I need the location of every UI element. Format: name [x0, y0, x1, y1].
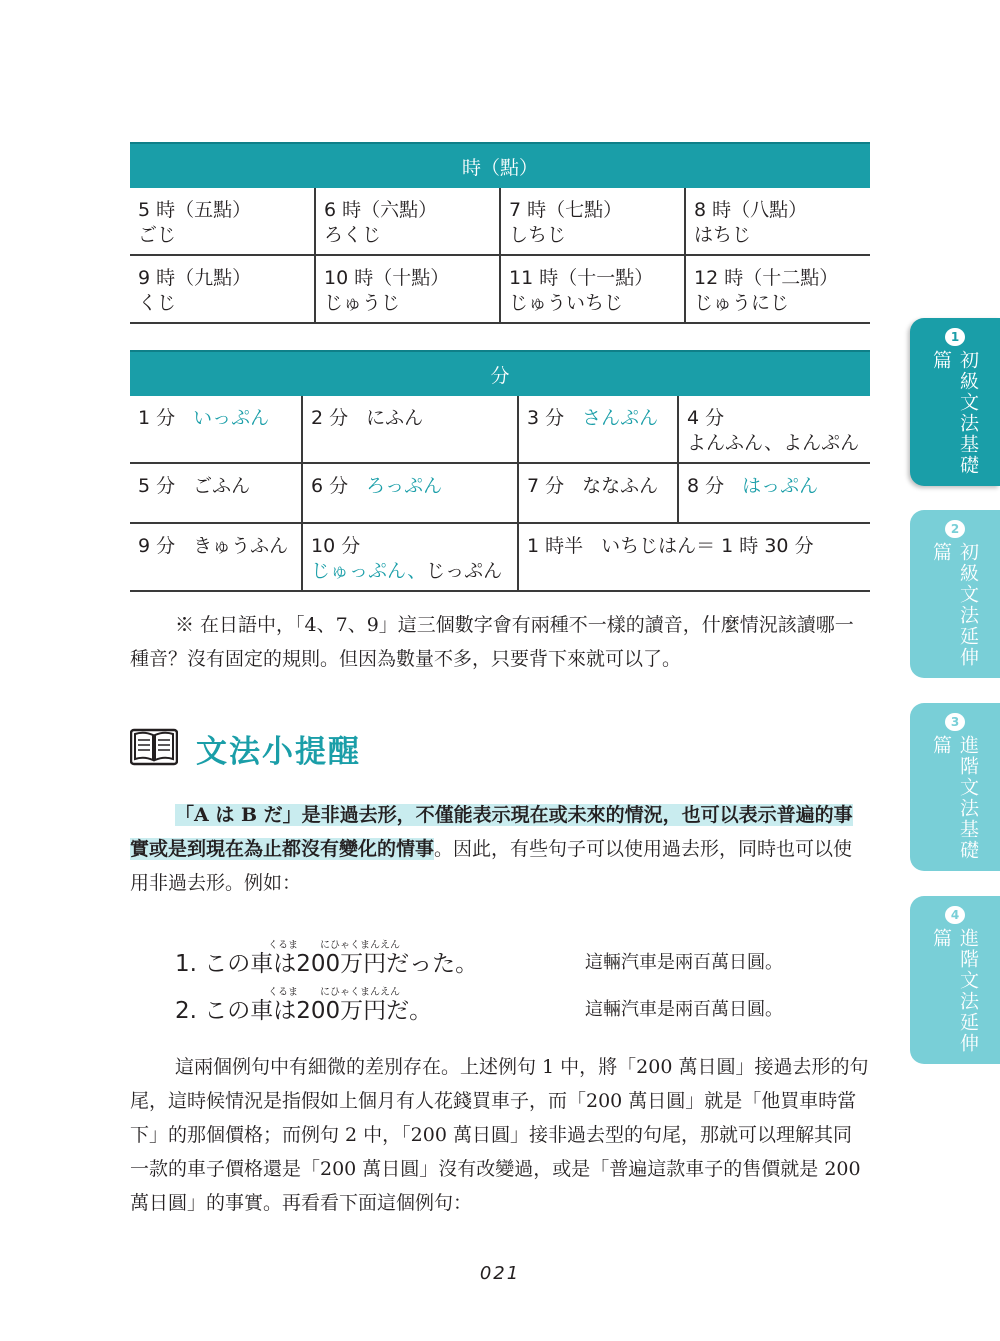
page-number: 021	[479, 1263, 521, 1284]
minute-label: 6 分	[311, 475, 349, 497]
minute-label: 10 分	[311, 535, 361, 557]
minute-reading: はっぷん	[742, 475, 819, 497]
tab-number-badge: 1	[945, 328, 965, 346]
side-tab-3[interactable]	[910, 703, 1000, 871]
hour-time: 11 時（十一點）	[509, 267, 654, 289]
minute-label: 5 分	[138, 475, 176, 497]
hour-time: 12 時（十二點）	[694, 267, 839, 289]
example-prefix: 1. この	[175, 951, 251, 977]
table-cell	[678, 396, 870, 463]
example-sentence-2	[175, 985, 875, 1025]
hour-time: 8 時（八點）	[694, 199, 808, 221]
hour-reading: じゅういちじ	[509, 292, 624, 314]
table-cell	[315, 188, 500, 255]
table-cell	[685, 255, 870, 323]
minute-reading: よんふん、よんぷん	[687, 432, 860, 454]
tab-label: 進階文法延伸篇	[930, 928, 979, 1055]
table-cell	[130, 463, 302, 523]
minute-reading: にふん	[366, 407, 424, 429]
minute-label: 9 分	[138, 535, 176, 557]
minute-reading: いっぷん	[193, 407, 270, 429]
table-cell	[130, 523, 302, 591]
table-cell	[130, 188, 315, 255]
table-row	[130, 396, 870, 463]
grammar-paragraph	[130, 798, 870, 900]
paragraph-text: 這兩個例句中有細微的差別存在。上述例句 1 中，將「200 萬日圓」接過去形的句尾，這時候情況是指假如上個月有人花錢買車子，而「200 萬日圓」就是「他買車時當下」的那個價格；而例句 2 中，「200 萬日圓」接非過去型的句尾，那就可以理解其同一款的車子價格還是「200 萬日圓」沒有改變過，或是「普遍這款車子的售價就是 200 萬日圓」的事實。再看看下面這個例句：	[130, 1056, 869, 1214]
furigana: にひゃくまんえん	[320, 987, 400, 998]
tab-label: 初級文法延伸篇	[930, 542, 979, 669]
half-hour-reading: いちじはん＝ 1 時 30 分	[601, 535, 814, 557]
hours-table-header: 時（點）	[130, 143, 870, 188]
minute-reading: さんぷん	[582, 407, 659, 429]
tab-label: 初級文法基礎篇	[930, 350, 979, 477]
table-cell	[130, 255, 315, 323]
table-row	[130, 523, 870, 591]
hour-time: 10 時（十點）	[324, 267, 450, 289]
paragraph-text: 。因此，有些句子可以使用過去形，同時也可以使用非過去形。例如：	[130, 838, 853, 894]
tab-number-badge: 4	[945, 906, 965, 924]
table-cell	[302, 523, 518, 591]
hour-time: 9 時（九點）	[138, 267, 252, 289]
hour-time: 5 時（五點）	[138, 199, 252, 221]
example-particle: は	[273, 951, 297, 977]
table-row	[130, 188, 870, 255]
example-kanji: 200万円	[296, 998, 387, 1024]
furigana: にひゃくまんえん	[320, 940, 400, 951]
table-cell	[685, 188, 870, 255]
example-particle: は	[273, 998, 297, 1024]
hour-reading: ごじ	[138, 224, 177, 246]
hour-reading: しちじ	[509, 224, 567, 246]
minute-reading: ごふん	[193, 475, 251, 497]
side-tab-1[interactable]	[910, 318, 1000, 486]
example-kanji: 車	[250, 951, 274, 977]
section-title: 文法小提醒	[196, 733, 361, 770]
table-cell	[500, 188, 685, 255]
table-row	[130, 463, 870, 523]
minutes-table	[130, 350, 870, 592]
tab-number-badge: 3	[945, 713, 965, 731]
minutes-table-header: 分	[130, 351, 870, 396]
minute-label: 2 分	[311, 407, 349, 429]
table-cell	[518, 523, 870, 591]
minute-reading: じゅっぷん、	[311, 560, 427, 582]
table-cell	[315, 255, 500, 323]
hours-table	[130, 142, 870, 324]
hour-time: 6 時（六點）	[324, 199, 438, 221]
example-sentence-1	[175, 938, 875, 978]
book-icon	[130, 726, 178, 770]
hour-reading: じゅうじ	[324, 292, 401, 314]
table-row	[130, 255, 870, 323]
minute-label: 1 分	[138, 407, 176, 429]
side-tab-4[interactable]	[910, 896, 1000, 1064]
hour-reading: はちじ	[694, 224, 752, 246]
table-cell	[678, 463, 870, 523]
highlighted-text: 「A は B だ」是非過去形，不僅能表示現在或未來的情況，也可以表示普遍的事實或是到現在為止都沒有變化的情事	[130, 804, 853, 860]
section-heading	[130, 718, 361, 778]
minute-label: 7 分	[527, 475, 565, 497]
furigana: くるま	[268, 940, 298, 951]
minute-label: 8 分	[687, 475, 725, 497]
hour-time: 7 時（七點）	[509, 199, 623, 221]
note-paragraph: ※ 在日語中，「4、7、9」這三個數字會有兩種不一樣的讀音，什麼情況該讀哪一種音？沒有固定的規則。但因為數量不多，只要背下來就可以了。	[130, 614, 854, 670]
explanation-paragraph	[130, 1050, 870, 1220]
hour-reading: じゅうにじ	[694, 292, 790, 314]
half-hour-label: 1 時半	[527, 535, 584, 557]
table-cell	[130, 396, 302, 463]
side-tab-2[interactable]	[910, 510, 1000, 678]
minute-label: 4 分	[687, 407, 725, 429]
minute-reading: ろっぷん	[366, 475, 443, 497]
example-translation: 這輛汽車是兩百萬日圓。	[585, 999, 783, 1020]
tab-label: 進階文法基礎篇	[930, 735, 979, 862]
minute-reading-alt: じっぷん	[426, 560, 503, 582]
minute-label: 3 分	[527, 407, 565, 429]
example-kanji: 車	[250, 998, 274, 1024]
minute-reading: きゅうふん	[193, 535, 289, 557]
hour-reading: くじ	[138, 292, 177, 314]
example-kanji: 200万円	[296, 951, 387, 977]
hour-reading: ろくじ	[324, 224, 382, 246]
furigana: くるま	[268, 987, 298, 998]
example-prefix: 2. この	[175, 998, 251, 1024]
example-suffix: だった。	[386, 951, 479, 977]
table-cell	[302, 396, 518, 463]
tab-number-badge: 2	[945, 520, 965, 538]
table-cell	[518, 463, 678, 523]
minute-reading: ななふん	[582, 475, 659, 497]
table-cell	[500, 255, 685, 323]
example-translation: 這輛汽車是兩百萬日圓。	[585, 952, 783, 973]
table-cell	[518, 396, 678, 463]
example-suffix: だ。	[386, 998, 433, 1024]
table-cell	[302, 463, 518, 523]
